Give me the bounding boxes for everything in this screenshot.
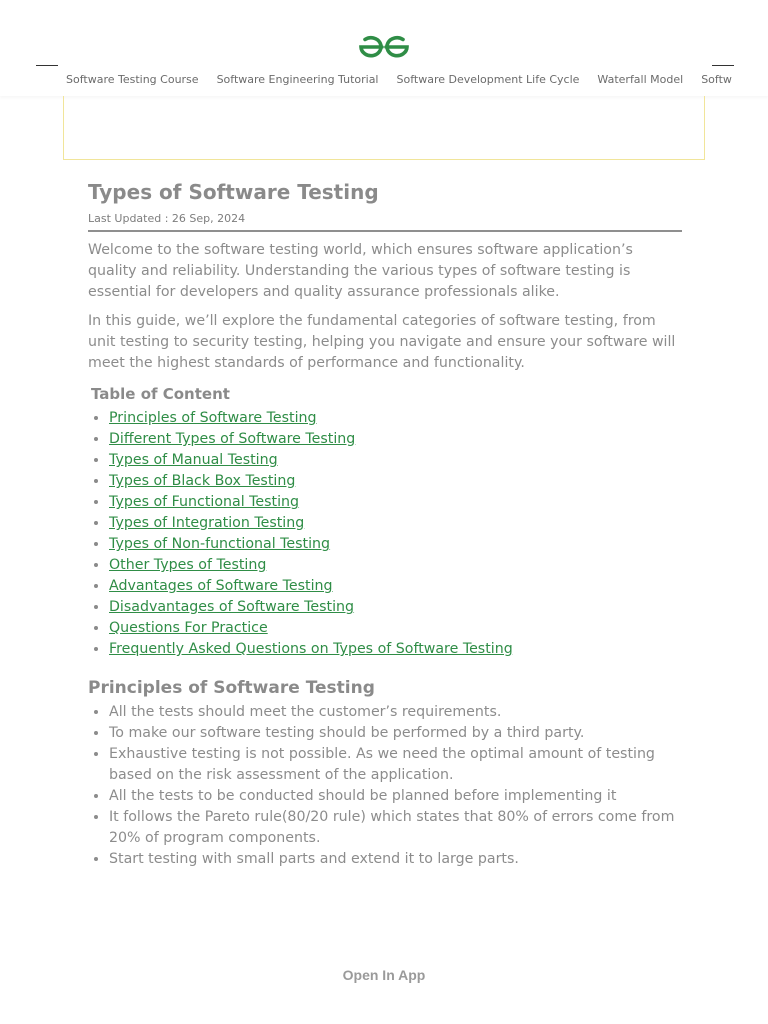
- toc-item: [109, 576, 682, 597]
- toc-item: [109, 408, 682, 429]
- list-item: • Start testing with small parts and extend it to large parts.: [109, 849, 682, 870]
- toc-link[interactable]: Types of Non-functional Testing: [109, 536, 331, 552]
- toc-link[interactable]: Types of Functional Testing: [109, 494, 300, 510]
- site-header: [0, 0, 768, 96]
- toc-link[interactable]: Types of Black Box Testing: [109, 473, 296, 489]
- intro-paragraph: In this guide, we’ll explore the fundamental categories of software testing, from unit testing to security testing, helping you navigate and ensure your software will meet the highest standards of performance and functionality.: [88, 313, 676, 371]
- article-content: [88, 178, 682, 870]
- toc-item: [109, 618, 682, 639]
- menu-divider-left: [36, 65, 58, 66]
- nav-item[interactable]: Softw: [701, 73, 732, 86]
- ad-placeholder: [63, 96, 705, 160]
- list-item: • To make our software testing should be performed by a third party.: [109, 723, 682, 744]
- toc-item: [109, 597, 682, 618]
- nav-item[interactable]: Software Development Life Cycle: [396, 73, 580, 86]
- toc-link[interactable]: Types of Integration Testing: [109, 515, 305, 531]
- topic-nav: [66, 68, 734, 86]
- gfg-logo-icon[interactable]: [357, 34, 411, 60]
- table-of-contents: [88, 408, 682, 660]
- list-item: • All the tests should meet the customer’s requirements.: [109, 702, 682, 723]
- last-updated: Last Updated : 26 Sep, 2024: [88, 212, 682, 232]
- toc-link[interactable]: Disadvantages of Software Testing: [109, 599, 355, 615]
- menu-divider-right: [712, 65, 734, 66]
- toc-item: [109, 429, 682, 450]
- toc-item: [109, 492, 682, 513]
- toc-link[interactable]: Principles of Software Testing: [109, 410, 317, 426]
- nav-item[interactable]: Waterfall Model: [597, 73, 684, 86]
- toc-item: [109, 534, 682, 555]
- toc-link[interactable]: Types of Manual Testing: [109, 452, 278, 468]
- list-item: • It follows the Pareto rule(80/20 rule) which states that 80% of errors come from 20% of program components.: [109, 807, 682, 849]
- toc-item: [109, 450, 682, 471]
- intro-paragraph: Welcome to the software testing world, which ensures software application’s quality and reliability. Understanding the various types of software testing is essential for developers and quality assurance professionals alike.: [88, 242, 633, 300]
- open-in-app-button[interactable]: Open In App: [342, 967, 426, 983]
- toc-item: [109, 513, 682, 534]
- toc-item: [109, 471, 682, 492]
- list-item: • Exhaustive testing is not possible. As we need the optimal amount of testing based on the risk assessment of the application.: [109, 744, 682, 786]
- nav-item[interactable]: Software Engineering Tutorial: [216, 73, 379, 86]
- nav-item[interactable]: Software Testing Course: [66, 73, 199, 86]
- toc-item: [109, 639, 682, 660]
- list-item: • All the tests to be conducted should be planned before implementing it: [109, 786, 682, 807]
- toc-link[interactable]: Frequently Asked Questions on Types of Software Testing: [109, 641, 513, 657]
- page-title: Types of Software Testing: [88, 180, 379, 204]
- toc-title: Table of Content: [91, 385, 230, 403]
- section-heading: Principles of Software Testing: [88, 678, 375, 698]
- toc-link[interactable]: Advantages of Software Testing: [109, 578, 333, 594]
- toc-item: [109, 555, 682, 576]
- principles-list: [88, 702, 682, 870]
- toc-link[interactable]: Other Types of Testing: [109, 557, 267, 573]
- toc-link[interactable]: Different Types of Software Testing: [109, 431, 356, 447]
- toc-link[interactable]: Questions For Practice: [109, 620, 268, 636]
